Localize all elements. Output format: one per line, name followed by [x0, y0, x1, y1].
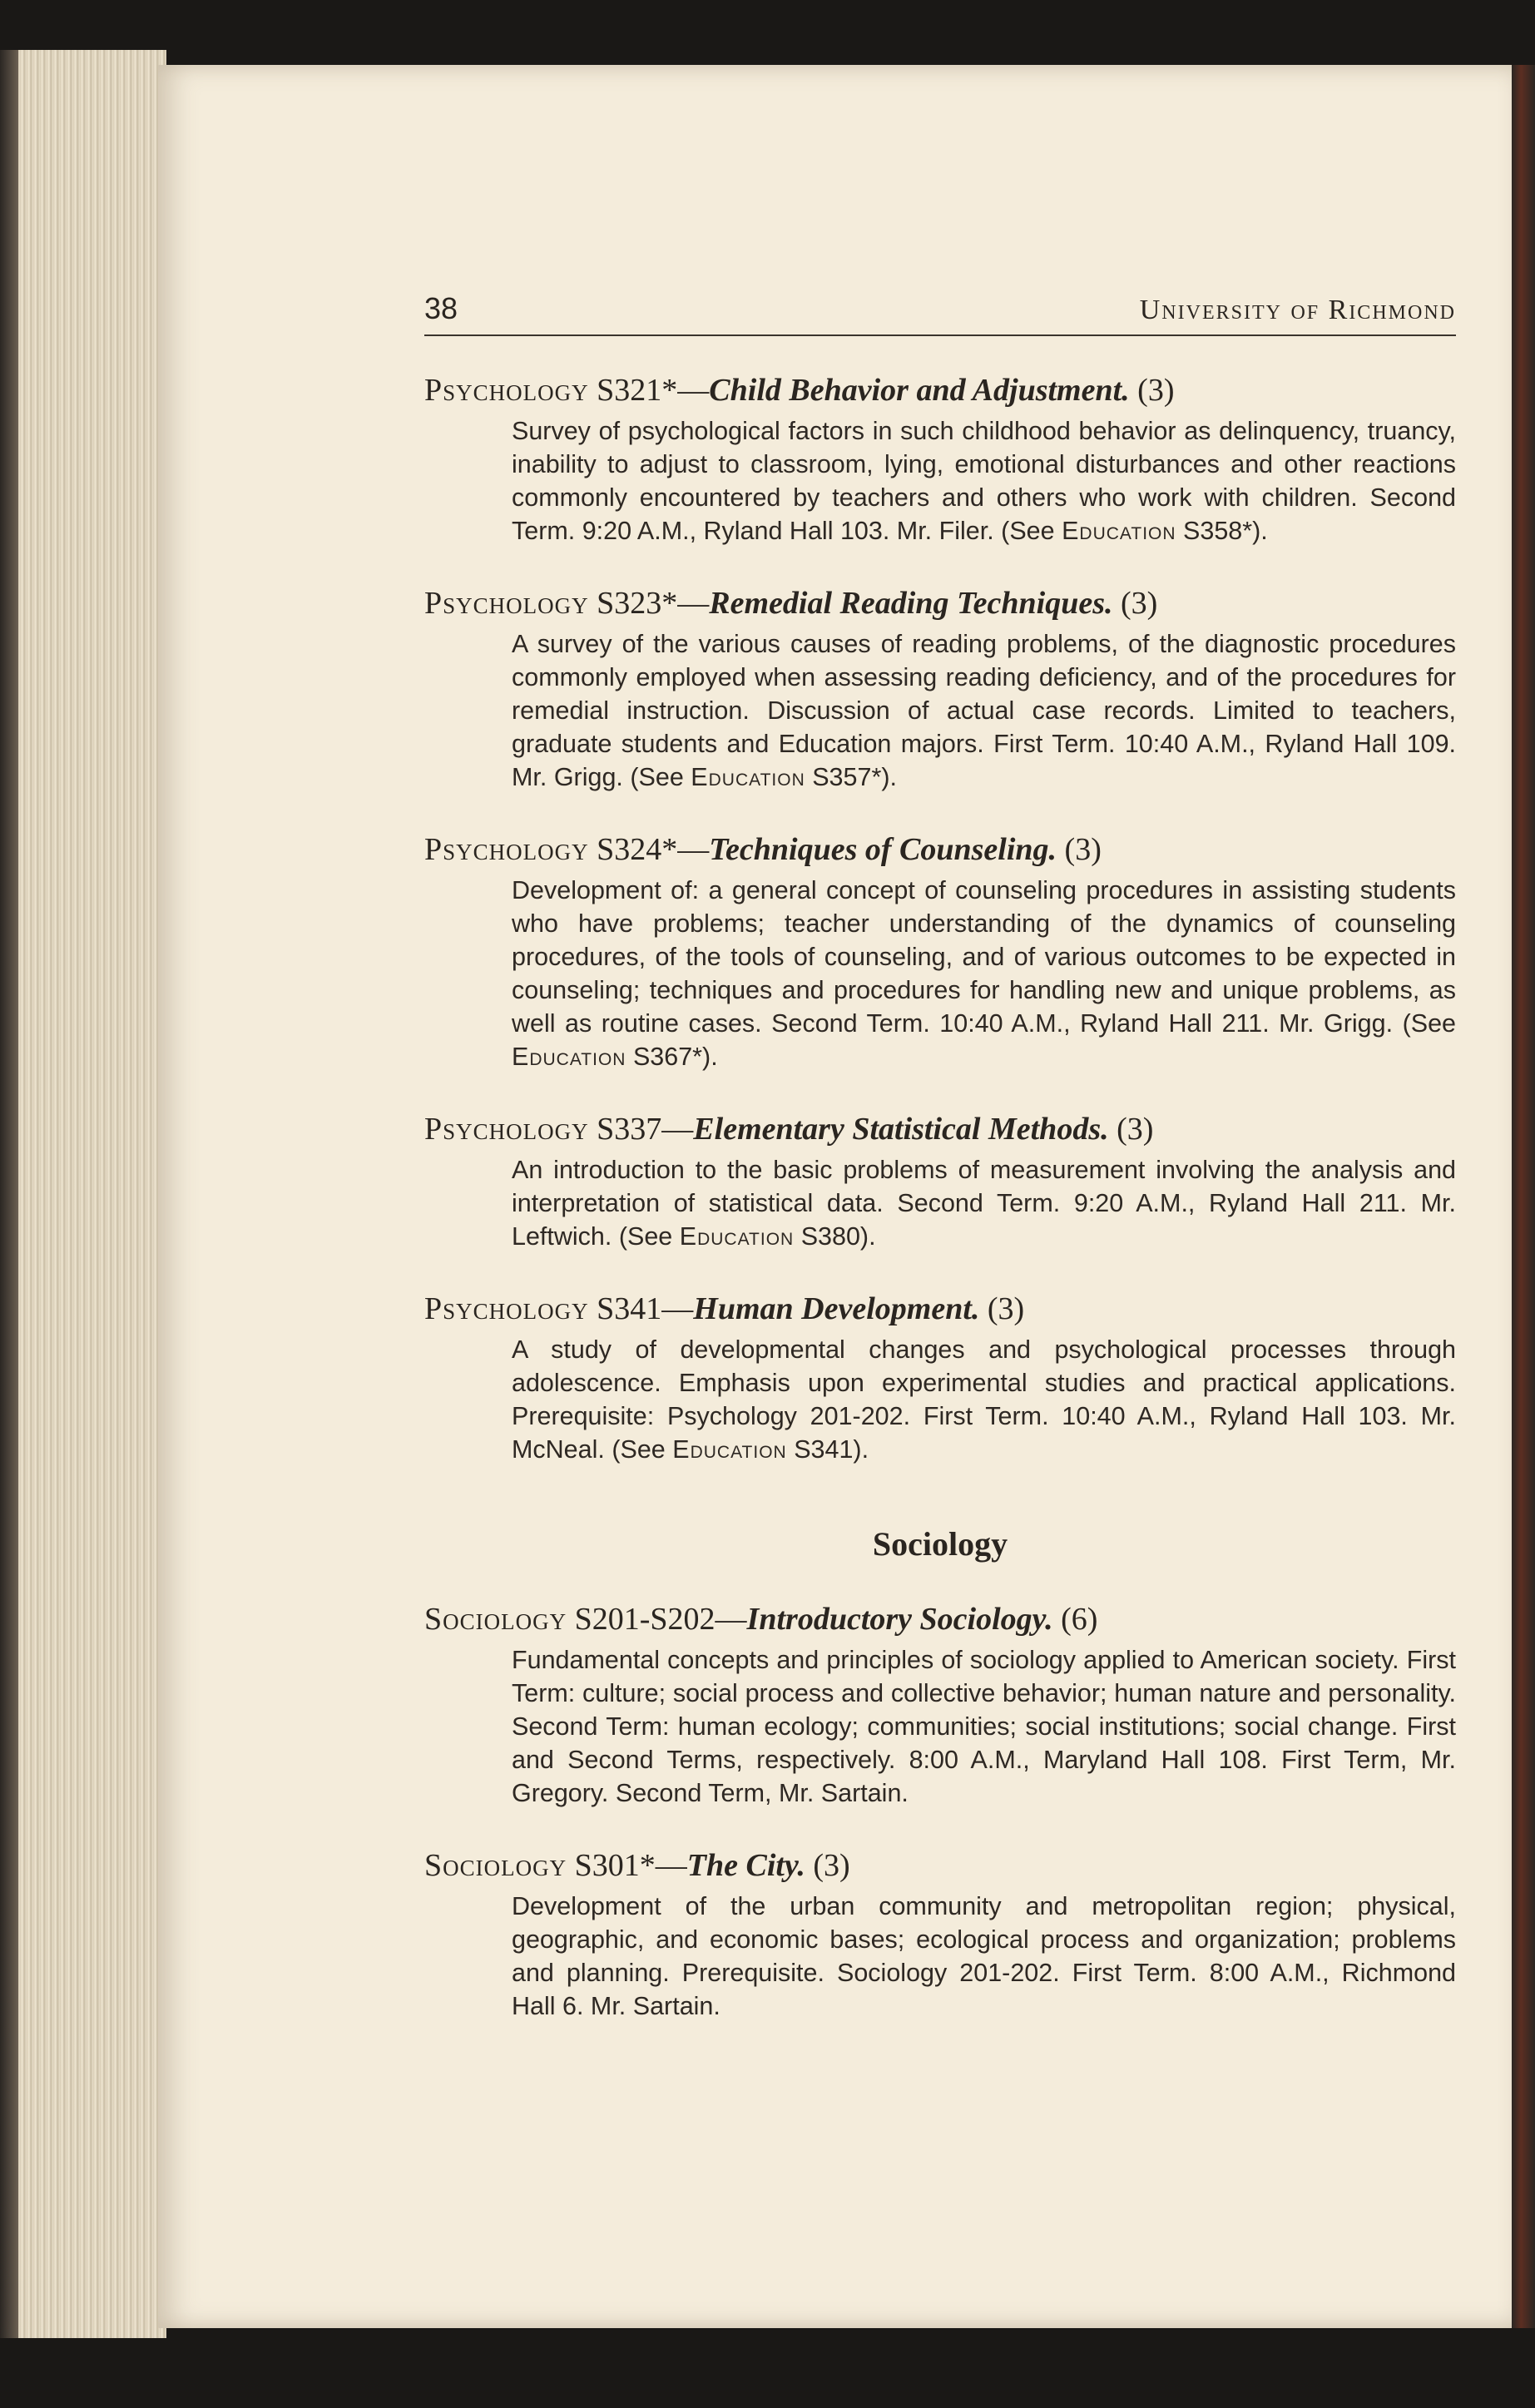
course-code: S341	[597, 1291, 662, 1326]
cross-ref-code: S341).	[794, 1435, 869, 1464]
course-description-text: Survey of psychological factors in such childhood behavior as delinquency, truancy, inability to adjust to classroom, lying, emotional disturbances and other reactions commonly encountered by teachers and others who work with children. Second Term. 9:20 A.M., Ryland Hall 103. Mr. Filer. (See	[512, 417, 1456, 545]
course-description-text: A study of developmental changes and psychological processes through adolescence. Emphasis upon experimental studies and practical applications. Prerequisite: Psychology 201-202. First Term. 10:40 A.M., Ryland Hall 103. Mr. McNeal. (See	[512, 1335, 1456, 1464]
course-entry	[424, 584, 1456, 794]
psychology-courses	[424, 371, 1456, 1466]
course-title: Elementary Statistical Methods.	[693, 1112, 1109, 1147]
course-code: S301*	[574, 1848, 656, 1883]
course-credits: (3)	[987, 1291, 1025, 1326]
course-credits: (6)	[1061, 1602, 1098, 1637]
cross-ref-dept: Education	[512, 1043, 626, 1071]
course-description-text: An introduction to the basic problems of measurement involving the analysis and interpretation of statistical data. Second Term. 9:20 A.M., Ryland Hall 211. Mr. Leftwich. (See	[512, 1156, 1456, 1251]
cross-ref-dept: Education	[679, 1222, 795, 1251]
cross-ref-code: S380).	[800, 1222, 876, 1251]
book-cover-edge	[1512, 65, 1535, 2328]
course-heading: Psychology S341—Human Development. (3)	[424, 1291, 1025, 1326]
course-credits: (3)	[1064, 832, 1102, 867]
cross-ref-code: S367*).	[632, 1043, 718, 1071]
course-code: S321*	[597, 373, 678, 408]
running-head	[424, 291, 1456, 336]
course-code: S324*	[597, 832, 678, 867]
course-description-text: A survey of the various causes of reading problems, of the diagnostic procedures commonly employed when assessing reading deficiency, and of the procedures for remedial instruction. Discussion of actual case records. Limited to teachers, graduate students and Education majors. First Term. 10:40 A.M., Ryland Hall 109. Mr. Grigg. (See	[512, 630, 1456, 791]
course-description	[512, 414, 1456, 547]
course-entry	[424, 1600, 1456, 1810]
course-credits: (3)	[1117, 1112, 1154, 1147]
course-title: The City.	[686, 1848, 805, 1883]
cross-ref-dept: Education	[672, 1435, 787, 1464]
cross-ref-dept: Education	[691, 763, 805, 791]
course-entry	[424, 371, 1456, 547]
course-heading: Psychology S324*—Techniques of Counseling. (3)	[424, 832, 1102, 867]
course-dept: Psychology	[424, 1112, 589, 1147]
course-code: S337	[597, 1112, 662, 1147]
course-heading: Sociology S201-S202—Introductory Sociology. (6)	[424, 1602, 1098, 1637]
course-description: Development of the urban community and metropolitan region; physical, geographic, and economic bases; ecological process and organization; problems and planning. Prerequisite. Sociology 201-202. First Term. 8:00 A.M., Richmond Hall 6. Mr. Sartain.	[512, 1892, 1456, 2020]
course-title: Human Development.	[693, 1291, 980, 1326]
course-description	[512, 1333, 1456, 1466]
course-dept: Psychology	[424, 832, 589, 867]
course-entry	[424, 830, 1456, 1073]
course-dept: Psychology	[424, 1291, 589, 1326]
course-dept: Psychology	[424, 373, 589, 408]
course-credits: (3)	[813, 1848, 850, 1883]
course-description-text: Development of: a general concept of counseling procedures in assisting students who have problems; teacher understanding of the dynamics of counseling procedures, of the tools of counseling, and of various outcomes to be expected in counseling; techniques and procedures for handling new and unique problems, as well as routine cases. Second Term. 10:40 A.M., Ryland Hall 211. Mr. Grigg. (See	[512, 876, 1456, 1038]
course-description	[512, 1153, 1456, 1253]
course-heading: Psychology S337—Elementary Statistical Methods. (3)	[424, 1112, 1154, 1147]
course-title: Techniques of Counseling.	[709, 832, 1057, 867]
course-title: Introductory Sociology.	[746, 1602, 1053, 1637]
section-heading-sociology: Sociology	[872, 1525, 1008, 1563]
sociology-courses	[424, 1600, 1456, 2023]
course-entry	[424, 1110, 1456, 1253]
course-title: Child Behavior and Adjustment.	[709, 373, 1130, 408]
course-credits: (3)	[1137, 373, 1175, 408]
course-description	[512, 874, 1456, 1073]
course-description: Fundamental concepts and principles of sociology applied to American society. First Term: culture; social process and collective behavior; human nature and personality. Second Term: human ecology; communities; social institutions; social change. First and Second Terms, respectively. 8:00 A.M., Maryland Hall 108. First Term, Mr. Gregory. Second Term, Mr. Sartain.	[512, 1646, 1456, 1807]
running-title: University of Richmond	[1139, 295, 1456, 325]
course-heading: Psychology S323*—Remedial Reading Techniques. (3)	[424, 586, 1158, 621]
book-spine-shadow	[0, 50, 18, 2338]
course-title: Remedial Reading Techniques.	[709, 586, 1113, 621]
cross-ref-code: S358*).	[1183, 517, 1268, 545]
course-heading: Sociology S301*—The City. (3)	[424, 1848, 850, 1883]
cross-ref-dept: Education	[1062, 517, 1176, 545]
course-code: S323*	[597, 586, 678, 621]
page-number: 38	[424, 291, 458, 325]
course-description	[512, 627, 1456, 794]
course-code: S201-S202	[574, 1602, 716, 1637]
course-heading: Psychology S321*—Child Behavior and Adjustment. (3)	[424, 373, 1175, 408]
course-dept: Sociology	[424, 1602, 567, 1637]
book-page-edges	[0, 50, 166, 2338]
course-dept: Sociology	[424, 1848, 567, 1883]
page-content	[424, 291, 1456, 2059]
cross-ref-code: S357*).	[812, 763, 897, 791]
course-credits: (3)	[1121, 586, 1158, 621]
course-dept: Psychology	[424, 586, 589, 621]
course-entry	[424, 1846, 1456, 2023]
course-entry	[424, 1290, 1456, 1466]
